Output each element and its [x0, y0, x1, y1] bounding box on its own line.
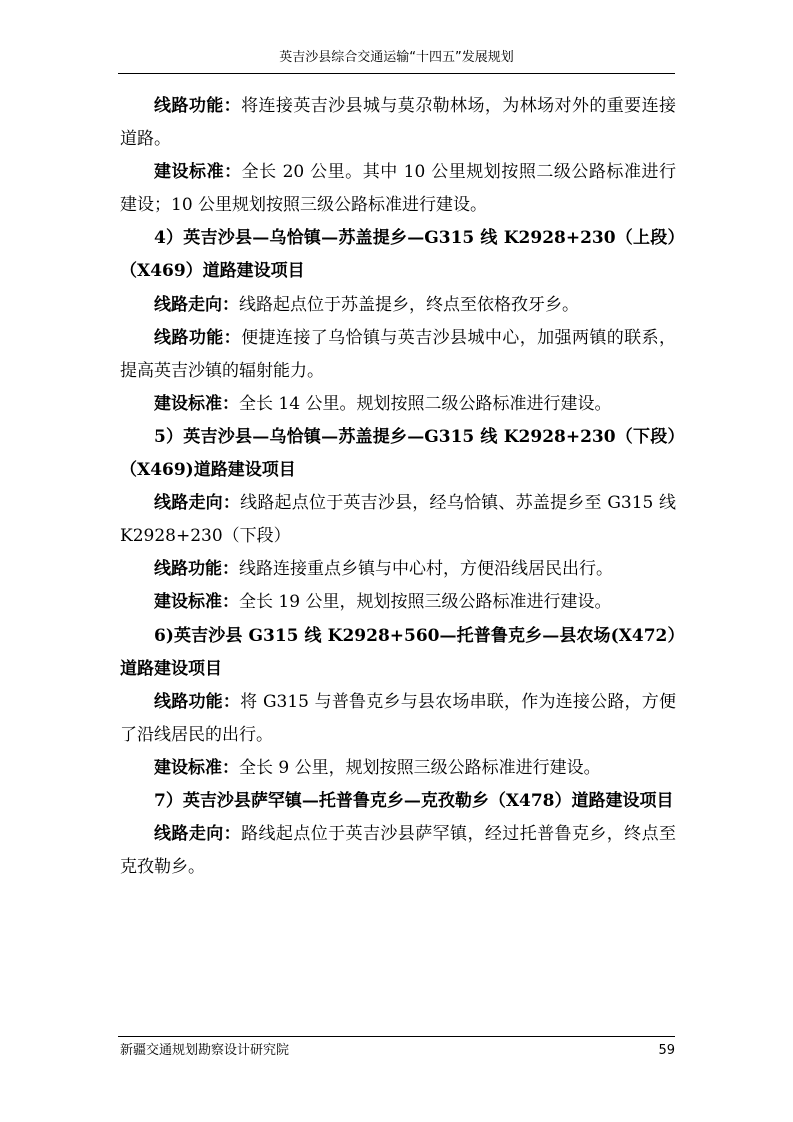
paragraph-label: 建设标准：	[154, 757, 239, 778]
paragraph-label: 线路功能：	[154, 96, 242, 116]
section-heading-4: 4）英吉沙县—乌恰镇—苏盖提乡—G315 线 K2928+230（上段）（X469）道路建设项目	[120, 228, 676, 282]
paragraph-text: 全长 9 公里，规划按照三级公路标准进行建设。	[239, 757, 601, 778]
paragraph-route-direction	[120, 487, 676, 553]
footer-divider	[118, 1036, 675, 1037]
paragraph-route-direction	[120, 818, 676, 884]
page-number: 59	[658, 1043, 675, 1058]
paragraph-label: 线路功能：	[154, 327, 242, 348]
paragraph-route-function	[120, 90, 676, 156]
paragraph-construction-standard	[120, 752, 676, 785]
paragraph-text: 全长 14 公里。规划按照二级公路标准进行建设。	[239, 393, 612, 414]
paragraph-route-function	[120, 322, 676, 388]
paragraph-route-direction	[120, 289, 676, 322]
paragraph-label: 线路走向：	[154, 294, 239, 315]
paragraph-text: 全长 19 公里，规划按照三级公路标准进行建设。	[239, 592, 612, 613]
paragraph-label: 线路功能：	[154, 691, 241, 712]
paragraph-construction-standard	[120, 156, 676, 222]
header-divider	[118, 73, 675, 74]
paragraph-label: 线路走向：	[154, 493, 241, 514]
paragraph-label: 线路功能：	[154, 559, 239, 580]
paragraph-label: 建设标准：	[154, 162, 242, 183]
document-body	[120, 90, 676, 884]
paragraph-text: 将连接英吉沙县城与莫尕勒林场，为林场对外的重要连接道路。	[120, 96, 677, 150]
section-heading-6: 6)英吉沙县 G315 线 K2928+560—托普鲁克乡—县农场(X472）道路建设项目	[120, 625, 676, 679]
paragraph-construction-standard	[120, 388, 676, 421]
paragraph-route-function	[120, 686, 676, 752]
paragraph-text: 线路起点位于英吉沙县，经乌恰镇、苏盖提乡至 G315 线 K2928+230（下段）	[120, 493, 677, 547]
paragraph-text: 将 G315 与普鲁克乡与县农场串联，作为连接公路，方便了沿线居民的出行。	[120, 691, 677, 745]
section-heading-5: 5）英吉沙县—乌恰镇—苏盖提乡—G315 线 K2928+230（下段）（X469)道路建设项目	[120, 426, 676, 481]
paragraph-label: 线路走向：	[154, 824, 242, 845]
paragraph-construction-standard	[120, 586, 676, 619]
footer-organization: 新疆交通规划勘察设计研究院	[120, 1043, 290, 1058]
paragraph-text: 路线起点位于英吉沙县萨罕镇，经过托普鲁克乡，终点至克孜勒乡。	[120, 824, 677, 878]
paragraph-text: 全长 20 公里。其中 10 公里规划按照二级公路标准进行建设；10 公里规划按照三级公路标准进行建设。	[120, 162, 676, 216]
paragraph-text: 便捷连接了乌恰镇与英吉沙县城中心，加强两镇的联系，提高英吉沙镇的辐射能力。	[120, 327, 677, 381]
paragraph-route-function	[120, 553, 676, 586]
paragraph-label: 建设标准：	[154, 592, 239, 613]
section-heading-7: 7）英吉沙县萨罕镇—托普鲁克乡—克孜勒乡（X478）道路建设项目	[154, 790, 674, 811]
paragraph-text: 线路起点位于苏盖提乡，终点至依格孜牙乡。	[239, 294, 579, 315]
paragraph-label: 建设标准：	[154, 393, 239, 414]
paragraph-text: 线路连接重点乡镇与中心村，方便沿线居民出行。	[239, 559, 613, 580]
page-header-title: 英吉沙县综合交通运输“十四五”发展规划	[279, 50, 514, 65]
